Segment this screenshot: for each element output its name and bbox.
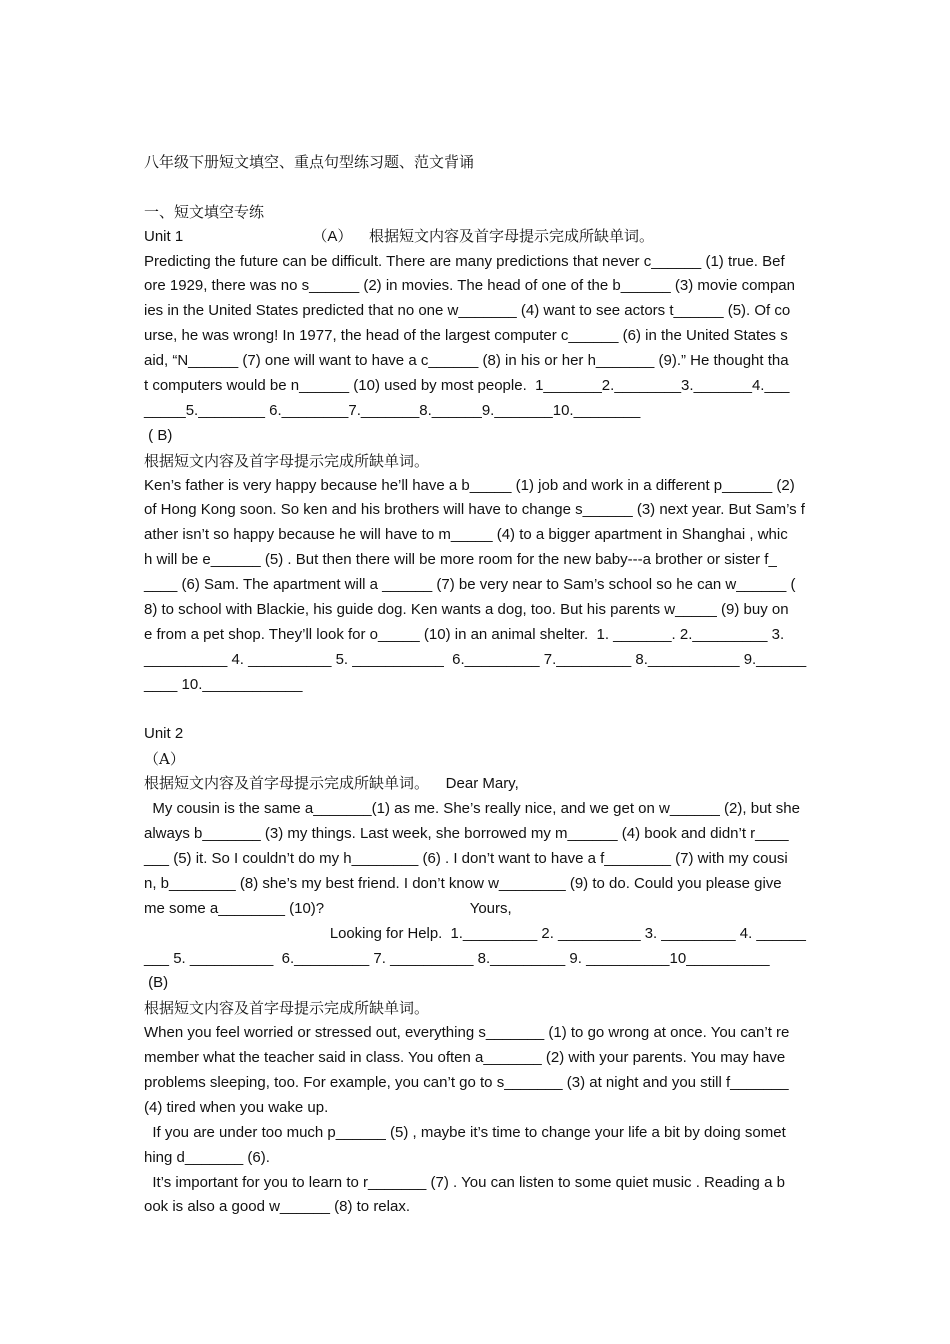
answer-blanks-line: ____ 10.____________ (144, 675, 303, 693)
passage-line: n, b________ (8) she’s my best friend. I don’t know w________ (9) to do. Could you please give (144, 874, 782, 892)
answer-blanks-line: __________ 4. __________ 5. ___________ 6._________ 7._________ 8.___________ 9.______ (144, 650, 807, 668)
passage-line: ore 1929, there was no s______ (2) in movies. The head of one of the b______ (3) movie compan (144, 277, 795, 295)
spacer (144, 175, 806, 200)
passage-line: h will be e______ (5) . But then there will be more room for the new baby---a brother or sister f_ (144, 551, 777, 569)
passage-line: ___ (5) it. So I couldn’t do my h________ (6) . I don’t want to have a f________ (7) with my cousi (144, 849, 788, 867)
passage-line: ather isn’t so happy because he will have to m_____ (4) to a bigger apartment in Shanghai , whic (144, 526, 788, 544)
unit2-header: Unit 2 (144, 725, 184, 743)
unit1-label-b: ( B) (144, 426, 173, 444)
answer-blanks-line: ___ 5. __________ 6._________ 7. __________ 8._________ 9. __________10__________ (144, 949, 770, 967)
unit2-label-a: （A） (144, 750, 185, 769)
passage-line: 根据短文内容及首字母提示完成所缺单词。 Dear Mary, (144, 775, 519, 793)
passage-line: problems sleeping, too. For example, you can’t go to s_______ (3) at night and you still f_______ (144, 1073, 789, 1091)
unit2-instruction-b: 根据短文内容及首字母提示完成所缺单词。 (144, 999, 430, 1018)
document-content (144, 148, 806, 1220)
passage-line: urse, he was wrong! In 1977, the head of the largest computer c______ (6) in the United States s (144, 327, 788, 345)
passage-line: ____ (6) Sam. The apartment will a ______ (7) be very near to Sam’s school so he can w______ ( (144, 576, 796, 594)
passage-line: When you feel worried or stressed out, everything s_______ (1) to go wrong at once. You can’t re (144, 1024, 790, 1042)
passage-line: member what the teacher said in class. You often a_______ (2) with your parents. You may have (144, 1049, 786, 1067)
passage-line: If you are under too much p______ (5) , maybe it’s time to change your life a bit by doing somet (144, 1123, 786, 1141)
passage-line: 8) to school with Blackie, his guide dog. Ken wants a dog, too. But his parents w_____ (9) buy on (144, 601, 789, 619)
passage-line: of Hong Kong soon. So ken and his brothers will have to change s______ (3) next year. But Sam’s f (144, 501, 805, 519)
unit2-passage-a (144, 772, 806, 971)
passage-line: ook is also a good w______ (8) to relax. (144, 1198, 410, 1216)
passage-line: (4) tired when you wake up. (144, 1098, 329, 1116)
passage-line: aid, “N______ (7) one will want to have a c______ (8) in his or her h_______ (9).” He thought tha (144, 352, 789, 370)
unit2-label-b: (B) (144, 974, 169, 992)
document-title: 八年级下册短文填空、重点句型练习题、范文背诵 (144, 153, 475, 171)
unit1-header: Unit 1 （A） 根据短文内容及首字母提示完成所缺单词。 (144, 227, 655, 245)
passage-line: Ken’s father is very happy because he’ll have a b_____ (1) job and work in a different p______ (2) (144, 476, 795, 494)
unit1-instruction-b: 根据短文内容及首字母提示完成所缺单词。 (144, 451, 430, 470)
passage-line: hing d_______ (6). (144, 1148, 270, 1166)
passage-line: It’s important for you to learn to r_______ (7) . You can listen to some quiet music . Reading a b (144, 1173, 785, 1191)
passage-line: always b_______ (3) my things. Last week, she borrowed my m______ (4) book and didn’t r____ (144, 825, 789, 843)
unit1-passage-b (144, 474, 806, 698)
spacer (144, 698, 806, 723)
passage-line: My cousin is the same a_______(1) as me. She’s really nice, and we get on w______ (2), but she (144, 800, 800, 818)
passage-line: Predicting the future can be difficult. There are many predictions that never c______ (1) true. Bef (144, 252, 785, 270)
section-heading: 一、短文填空专练 (144, 202, 265, 221)
unit1-passage-a (144, 250, 806, 424)
passage-line: t computers would be n______ (10) used by most people. 1_______2.________3._______4.___ (144, 377, 790, 395)
answer-blanks-line: _____5.________ 6.________7._______8.______9._______10.________ (144, 401, 641, 419)
passage-line: me some a________ (10)? Yours, (144, 899, 512, 917)
answer-blanks-line: Looking for Help. 1._________ 2. __________ 3. _________ 4. ______ (144, 924, 806, 942)
passage-line: ies in the United States predicted that no one w_______ (4) want to see actors t______ (5). Of co (144, 302, 791, 320)
passage-line: e from a pet shop. They’ll look for o_____ (10) in an animal shelter. 1. _______. 2._________ 3. (144, 625, 785, 643)
unit2-passage-b (144, 1021, 806, 1220)
